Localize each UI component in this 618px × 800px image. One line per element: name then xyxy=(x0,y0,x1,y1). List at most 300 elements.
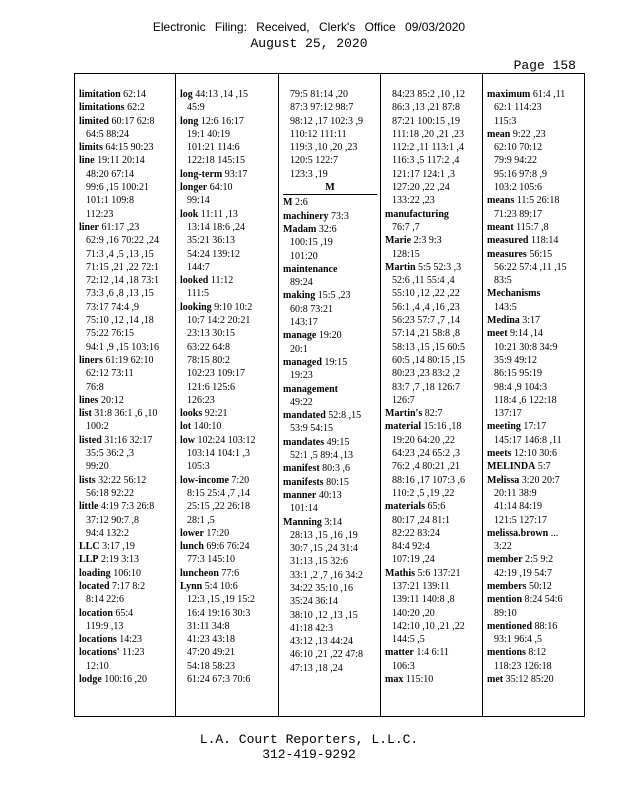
page-refs-continued: 100:15 ,19 xyxy=(290,237,333,249)
page-refs-continued: 118:4 ,6 122:18 xyxy=(494,394,557,406)
index-term: Martin xyxy=(385,261,416,273)
page-refs-continued: 106:3 xyxy=(392,660,415,672)
index-entry xyxy=(385,567,479,580)
index-entry xyxy=(487,287,583,300)
index-term: low xyxy=(180,434,195,446)
page-refs-continued: 144:7 xyxy=(187,261,210,273)
page-refs-continued: 62:10 70:12 xyxy=(494,142,543,154)
page-refs-continued: 82:22 83:24 xyxy=(392,527,441,539)
index-term: member xyxy=(487,554,523,566)
page-refs-continued: 20:1 xyxy=(290,343,308,355)
page-refs-continued: 89:24 xyxy=(290,277,313,289)
page-refs-continued: 57:14 ,21 58:8 ,8 xyxy=(392,328,461,340)
page-refs: 88:16 xyxy=(534,620,558,632)
page-refs-continued: 99:20 xyxy=(86,461,109,473)
page-refs: 8:24 54:6 xyxy=(524,594,563,606)
index-term: means xyxy=(487,195,515,207)
page-refs-continued: 35:5 36:2 ,3 xyxy=(86,448,135,460)
index-entry xyxy=(79,646,172,659)
page-refs: 3:14 xyxy=(324,516,343,528)
transcript-date: August 25, 2020 xyxy=(250,36,368,51)
index-term: mandates xyxy=(283,436,325,448)
index-entry xyxy=(180,274,275,287)
page-refs-continued: 111:18 ,20 ,21 ,23 xyxy=(392,128,465,140)
page-refs: 61:19 62:10 xyxy=(105,354,154,366)
page-refs-continued: 100:2 xyxy=(86,421,109,433)
index-entry xyxy=(180,407,275,420)
page-refs-continued: 95:16 97:8 ,9 xyxy=(494,168,548,180)
index-term: Marie xyxy=(385,235,412,247)
index-column xyxy=(75,74,176,716)
page-refs-continued: 101:21 114:6 xyxy=(187,142,240,154)
page-refs: 77:6 xyxy=(221,567,240,579)
page-refs-continued: 87:21 100:15 ,19 xyxy=(392,115,461,127)
page-refs-continued: 71:3 ,4 ,5 ,13 ,15 xyxy=(86,248,154,260)
index-entry xyxy=(79,141,172,154)
page-refs-continued: 35:21 36:13 xyxy=(187,235,236,247)
page-refs: 64:15 90:23 xyxy=(105,142,154,154)
page-refs-continued: 103:2 105:6 xyxy=(494,182,543,194)
page-refs-continued: 41:18 42:3 xyxy=(290,622,334,634)
page-refs-continued: 101:14 xyxy=(290,503,318,515)
index-term: machinery xyxy=(283,210,329,222)
index-entry xyxy=(180,208,275,221)
page-refs-continued: 93:1 96:4 ,5 xyxy=(494,634,543,646)
page-refs-continued: 98:12 ,17 102:3 ,9 xyxy=(290,115,364,127)
index-term: manufacturing xyxy=(385,208,449,220)
index-term: log xyxy=(180,89,193,100)
index-entry xyxy=(385,234,479,247)
page-refs-continued: 145:17 146:8 ,11 xyxy=(494,434,562,446)
index-term: Lynn xyxy=(180,580,203,592)
index-term: making xyxy=(283,290,316,302)
page-refs-continued: 12:10 xyxy=(86,660,109,672)
page-refs-continued: 89:10 xyxy=(494,607,517,619)
index-entry xyxy=(283,409,377,422)
index-term: matter xyxy=(385,647,414,659)
page-refs-continued: 56:18 92:22 xyxy=(86,487,135,499)
index-term: management xyxy=(283,383,338,395)
index-entry xyxy=(283,289,377,302)
page-refs: 64:10 xyxy=(209,182,233,194)
index-term: Madam xyxy=(283,223,317,235)
index-entry xyxy=(487,128,583,141)
page-refs: 9:14 ,14 xyxy=(510,328,543,340)
page-refs: 7:17 8:2 xyxy=(112,580,146,592)
index-term: Melissa xyxy=(487,474,520,486)
index-entry xyxy=(385,407,479,420)
page-refs-continued: 83:7 ,7 ,18 126:7 xyxy=(392,381,461,393)
index-entry xyxy=(487,580,583,593)
index-term: Mechanisms xyxy=(487,288,541,300)
page-refs: 35:12 85:20 xyxy=(505,674,554,686)
page-refs: 5:4 10:6 xyxy=(204,580,238,592)
page-refs-continued: 143:17 xyxy=(290,317,318,329)
page-refs: 19:15 xyxy=(324,356,348,368)
page-refs-continued: 47:20 49:21 xyxy=(187,647,236,659)
page-refs-continued: 42:19 ,19 54:7 xyxy=(494,567,553,579)
page-refs-continued: 77:3 145:10 xyxy=(187,554,236,566)
page-refs-continued: 19:23 xyxy=(290,370,313,382)
index-term: luncheon xyxy=(180,567,219,579)
index-term: line xyxy=(79,155,95,167)
page-refs-continued: 128:15 xyxy=(392,248,420,260)
page-refs-continued: 3:22 xyxy=(494,541,512,553)
page-refs-continued: 56:1 ,4 ,4 ,16 ,23 xyxy=(392,301,460,313)
page-refs: 3:20 20:7 xyxy=(521,474,560,486)
index-entry xyxy=(180,181,275,194)
index-entry xyxy=(79,673,172,686)
page-refs: 100:16 ,20 xyxy=(104,674,148,686)
page-refs-continued: 101:20 xyxy=(290,250,318,262)
page-refs-continued: 13:14 18:6 ,24 xyxy=(187,221,246,233)
index-term: LLP xyxy=(79,554,99,566)
index-term: long xyxy=(180,115,199,127)
page-refs: 52:8 ,15 xyxy=(328,410,362,422)
page-refs-continued: 121:17 124:1 ,3 xyxy=(392,168,456,180)
page-refs: ... xyxy=(550,527,559,539)
page-refs-continued: 123:3 ,19 xyxy=(290,168,328,180)
index-term: mentioned xyxy=(487,620,532,632)
page-refs: 19:20 xyxy=(318,330,342,342)
index-term: lunch xyxy=(180,541,204,553)
index-term: melissa.brown xyxy=(487,527,549,539)
index-column xyxy=(279,74,381,716)
page-refs-continued: 98:4 ,9 104:3 xyxy=(494,381,548,393)
index-entry xyxy=(283,210,377,223)
page-refs: 5:5 52:3 ,3 xyxy=(418,261,462,273)
page-refs-continued: 54:18 58:23 xyxy=(187,660,236,672)
page-refs-continued: 71:23 89:17 xyxy=(494,208,543,220)
index-term: limitations xyxy=(79,102,125,114)
index-entry xyxy=(180,580,275,593)
page-refs: 140:10 xyxy=(193,421,222,433)
index-entry xyxy=(487,673,583,686)
page-refs-continued: 126:7 xyxy=(392,394,415,406)
page-refs-continued: 10:21 30:8 34:9 xyxy=(494,341,558,353)
page-refs-continued: 63:22 64:8 xyxy=(187,341,231,353)
index-entry xyxy=(487,88,583,101)
page-refs-continued: 99:6 ,15 100:21 xyxy=(86,182,150,194)
page-refs-continued: 133:22 ,23 xyxy=(392,195,435,207)
index-term: managed xyxy=(283,356,322,368)
index-entry xyxy=(180,434,275,447)
page-refs-continued: 122:18 145:15 xyxy=(187,155,246,167)
page-refs-continued: 75:22 76:15 xyxy=(86,328,135,340)
page-refs-continued: 137:17 xyxy=(494,408,522,420)
page-refs-continued: 35:24 36:14 xyxy=(290,596,339,608)
index-term: limited xyxy=(79,115,109,127)
page-refs: 2:5 9:2 xyxy=(525,554,554,566)
page-refs: 4:19 7:3 26:8 xyxy=(100,501,155,513)
page-refs: 7:20 xyxy=(231,474,250,486)
index-term: max xyxy=(385,674,404,686)
index-entry xyxy=(385,208,479,221)
index-entry xyxy=(79,540,172,553)
page-refs-continued: 64:23 ,24 65:2 ,3 xyxy=(392,448,461,460)
index-term: lower xyxy=(180,527,204,539)
page-refs-continued: 55:10 ,12 ,22 ,22 xyxy=(392,288,460,300)
page-refs-continued: 53:9 54:15 xyxy=(290,423,334,435)
page-refs-continued: 25:15 ,22 26:18 xyxy=(187,501,251,513)
page-refs-continued: 127:20 ,22 ,24 xyxy=(392,182,450,194)
index-entry xyxy=(487,527,583,540)
page-refs-continued: 121:5 127:17 xyxy=(494,514,548,526)
index-term: maximum xyxy=(487,89,531,100)
page-refs-continued: 31:13 ,15 32:6 xyxy=(290,556,349,568)
page-refs-continued: 56:22 57:4 ,11 ,15 xyxy=(494,261,567,273)
page-refs-continued: 119:9 ,13 xyxy=(86,620,124,632)
page-refs: 69:6 76:24 xyxy=(206,541,250,553)
page-refs: 17:17 xyxy=(523,421,547,433)
index-term: low-income xyxy=(180,474,229,486)
page-refs: 31:16 32:17 xyxy=(104,434,153,446)
index-entry xyxy=(180,540,275,553)
page-refs: 44:13 ,14 ,15 xyxy=(195,89,249,100)
page-refs-continued: 54:24 139:12 xyxy=(187,248,241,260)
page-refs: 2:19 3:13 xyxy=(100,554,140,566)
index-entry xyxy=(283,329,377,342)
page-refs-continued: 52:1 ,5 89:4 ,13 xyxy=(290,450,354,462)
index-term: looked xyxy=(180,275,209,287)
index-term: mean xyxy=(487,128,511,140)
page-refs: 49:15 xyxy=(326,436,350,448)
reporter-company: L.A. Court Reporters, L.L.C. xyxy=(199,732,419,747)
page-refs-continued: 99:14 xyxy=(187,195,210,207)
page-refs-continued: 30:7 ,15 ,24 31:4 xyxy=(290,543,359,555)
page-refs-continued: 19:1 40:19 xyxy=(187,128,231,140)
index-entry xyxy=(487,553,583,566)
index-term: lodge xyxy=(79,674,102,686)
index-term: manage xyxy=(283,330,317,342)
page-refs-continued: 84:23 85:2 ,10 ,12 xyxy=(392,89,466,100)
page-refs: 40:13 xyxy=(318,489,342,501)
page-refs: 19:11 20:14 xyxy=(97,155,145,167)
index-entry xyxy=(180,567,275,580)
index-term: liners xyxy=(79,354,103,366)
index-term: located xyxy=(79,580,110,592)
page-refs: 5:6 137:21 xyxy=(417,567,461,579)
page-refs-continued: 140:20 ,20 xyxy=(392,607,435,619)
page-refs: 11:11 ,13 xyxy=(200,208,238,220)
index-term: list xyxy=(79,408,92,420)
page-refs-continued: 52:6 ,11 55:4 ,4 xyxy=(392,275,455,287)
page-refs-continued: 112:2 ,11 113:1 ,4 xyxy=(392,142,464,154)
index-term: Mathis xyxy=(385,567,415,579)
index-entry xyxy=(283,489,377,502)
page-refs-continued: 84:4 92:4 xyxy=(392,541,431,553)
index-term: meeting xyxy=(487,421,521,433)
page-refs: 73:3 xyxy=(331,210,349,222)
page-refs-continued: 112:23 xyxy=(86,208,114,220)
page-refs-continued: 110:2 ,5 ,19 ,22 xyxy=(392,487,455,499)
page-refs: 9:10 10:2 xyxy=(214,301,253,313)
index-term: locations' xyxy=(79,647,120,659)
page-refs-continued: 35:9 49:12 xyxy=(494,354,538,366)
index-entry xyxy=(79,434,172,447)
index-entry xyxy=(79,633,172,646)
page-refs-continued: 8:14 22:6 xyxy=(86,594,125,606)
page-refs: 92:21 xyxy=(204,408,228,420)
page-refs-continued: 87:3 97:12 98:7 xyxy=(290,102,354,114)
page-refs-continued: 86:3 ,13 ,21 87:8 xyxy=(392,102,461,114)
page-refs-continued: 58:13 ,15 ,15 60:5 xyxy=(392,341,466,353)
page-refs: 65:6 xyxy=(427,501,446,513)
index-entry xyxy=(79,553,172,566)
page-refs-continued: 86:15 95:19 xyxy=(494,368,543,380)
reporter-phone: 312-419-9292 xyxy=(262,747,356,762)
page-refs-continued: 142:10 ,10 ,21 ,22 xyxy=(392,620,465,632)
index-entry xyxy=(487,420,583,433)
index-entry xyxy=(487,248,583,261)
page-refs: 32:6 xyxy=(318,223,337,235)
index-term: MELINDA xyxy=(487,461,536,473)
index-entry xyxy=(79,88,172,101)
page-refs-continued: 56:23 57:7 ,7 ,14 xyxy=(392,315,461,327)
index-entry xyxy=(283,223,377,236)
page-refs: 61:4 ,11 xyxy=(532,89,566,100)
page-refs-continued: 76:7 ,7 xyxy=(392,221,420,233)
index-term: measured xyxy=(487,235,529,247)
page-refs: 118:14 xyxy=(530,235,559,247)
index-entry xyxy=(180,168,275,181)
index-term: listed xyxy=(79,434,102,446)
index-term: mandated xyxy=(283,410,326,422)
index-entry xyxy=(79,474,172,487)
page-refs: 3:17 xyxy=(522,315,541,327)
index-entry xyxy=(180,420,275,433)
index-entry xyxy=(180,88,275,101)
page-refs-continued: 76:8 xyxy=(86,381,104,393)
page-refs-continued: 16:4 19:16 30:3 xyxy=(187,607,251,619)
page-refs-continued: 144:5 ,5 xyxy=(392,634,425,646)
index-entry xyxy=(487,327,583,340)
page-refs-continued: 76:2 ,4 80:21 ,21 xyxy=(392,461,461,473)
index-term: mentions xyxy=(487,647,526,659)
page-refs-continued: 115:3 xyxy=(494,115,517,127)
page-refs: 32:22 56:12 xyxy=(98,474,147,486)
index-entry xyxy=(487,593,583,606)
page-refs-continued: 73:3 ,6 ,8 ,13 ,15 xyxy=(86,288,154,300)
page-refs-continued: 37:12 90:7 ,8 xyxy=(86,514,140,526)
page-refs-continued: 116:3 ,5 117:2 ,4 xyxy=(392,155,460,167)
index-term: materials xyxy=(385,501,425,513)
index-entry xyxy=(283,516,377,529)
page-refs-continued: 120:5 122:7 xyxy=(290,155,339,167)
page-refs-continued: 111:5 xyxy=(187,288,210,300)
page-refs-continued: 46:10 ,21 ,22 47:8 xyxy=(290,649,364,661)
page-refs: 5:7 xyxy=(537,461,551,473)
page-refs: 31:8 36:1 ,6 ,10 xyxy=(94,408,158,420)
index-entry xyxy=(180,301,275,314)
page-refs-continued: 43:12 ,13 44:24 xyxy=(290,636,354,648)
index-entry xyxy=(79,101,172,114)
page-refs-continued: 83:5 xyxy=(494,275,512,287)
page-refs-continued: 28:1 ,5 xyxy=(187,514,215,526)
index-column xyxy=(381,74,483,716)
page-refs-continued: 41:23 43:18 xyxy=(187,634,236,646)
page-refs-continued: 103:14 104:1 ,3 xyxy=(187,448,251,460)
index-entry xyxy=(79,394,172,407)
page-refs: 14:23 xyxy=(119,634,143,646)
index-entry xyxy=(283,356,377,369)
index-entry xyxy=(283,263,377,276)
index-term: looks xyxy=(180,408,203,420)
page-refs: 115:10 xyxy=(405,674,434,686)
index-entry xyxy=(487,460,583,473)
index-term: mention xyxy=(487,594,522,606)
index-entry xyxy=(385,500,479,513)
page-refs-continued: 126:23 xyxy=(187,394,215,406)
index-term: little xyxy=(79,501,99,513)
page-refs-continued: 38:10 ,12 ,13 ,15 xyxy=(290,609,358,621)
index-entry xyxy=(79,221,172,234)
page-refs: 12:10 30:6 xyxy=(513,448,557,460)
index-entry xyxy=(385,420,479,433)
index-term: limitation xyxy=(79,89,121,100)
index-term: loading xyxy=(79,567,111,579)
index-term: M xyxy=(283,197,293,209)
page-refs-continued: 12:3 ,15 ,19 15:2 xyxy=(187,594,256,606)
page-refs-continued: 75:10 ,12 ,14 ,18 xyxy=(86,315,154,327)
page-refs-continued: 121:6 125:6 xyxy=(187,381,236,393)
page-refs-continued: 64:5 88:24 xyxy=(86,128,130,140)
page-refs: 80:3 ,6 xyxy=(322,463,350,475)
index-column xyxy=(483,74,586,716)
page-refs-continued: 119:3 ,10 ,20 ,23 xyxy=(290,142,358,154)
index-entry xyxy=(283,196,377,209)
page-refs-continued: 62:9 ,16 70:22 ,24 xyxy=(86,235,160,247)
page-refs: 3:17 ,19 xyxy=(102,541,135,553)
index-term: longer xyxy=(180,182,208,194)
page-refs: 61:17 ,23 xyxy=(101,221,140,233)
page-refs-continued: 94:4 132:2 xyxy=(86,527,130,539)
page-refs-continued: 73:17 74:4 ,9 xyxy=(86,301,140,313)
page-refs: 11:5 26:18 xyxy=(516,195,560,207)
index-term: long-term xyxy=(180,168,223,180)
page-refs-continued: 79:5 81:14 ,20 xyxy=(290,89,349,100)
page-number: Page 158 xyxy=(513,58,576,73)
index-entry xyxy=(79,354,172,367)
page-refs-continued: 23:13 30:15 xyxy=(187,328,236,340)
page-refs: 56:15 xyxy=(529,248,553,260)
page-refs-continued: 62:1 114:23 xyxy=(494,102,542,114)
page-refs: 8:12 xyxy=(528,647,547,659)
index-term: manifest xyxy=(283,463,320,475)
page-refs-continued: 79:9 94:22 xyxy=(494,155,538,167)
index-column xyxy=(176,74,279,716)
page-refs-continued: 8:15 25:4 ,7 ,14 xyxy=(187,487,251,499)
page-refs: 65:4 xyxy=(115,607,134,619)
index-entry xyxy=(79,115,172,128)
page-refs-continued: 10:7 14:2 20:21 xyxy=(187,315,251,327)
page-refs-continued: 49:22 xyxy=(290,396,313,408)
page-refs: 2:6 xyxy=(294,197,308,209)
page-refs-continued: 80:23 ,23 83:2 ,2 xyxy=(392,368,461,380)
page-refs-continued: 71:15 ,21 ,22 72:1 xyxy=(86,261,160,273)
index-entry xyxy=(79,567,172,580)
page-refs-continued: 47:13 ,18 ,24 xyxy=(290,662,343,674)
index-term: locations xyxy=(79,634,117,646)
index-term: lines xyxy=(79,394,99,406)
index-entry xyxy=(79,407,172,420)
page-refs-continued: 34:22 35:10 ,16 xyxy=(290,582,354,594)
page-refs-continued: 60:5 ,14 80:15 ,15 xyxy=(392,354,466,366)
index-term: meets xyxy=(487,448,512,460)
page-refs-continued: 143:5 xyxy=(494,301,517,313)
index-entry xyxy=(487,620,583,633)
page-refs: 80:15 xyxy=(326,476,349,488)
